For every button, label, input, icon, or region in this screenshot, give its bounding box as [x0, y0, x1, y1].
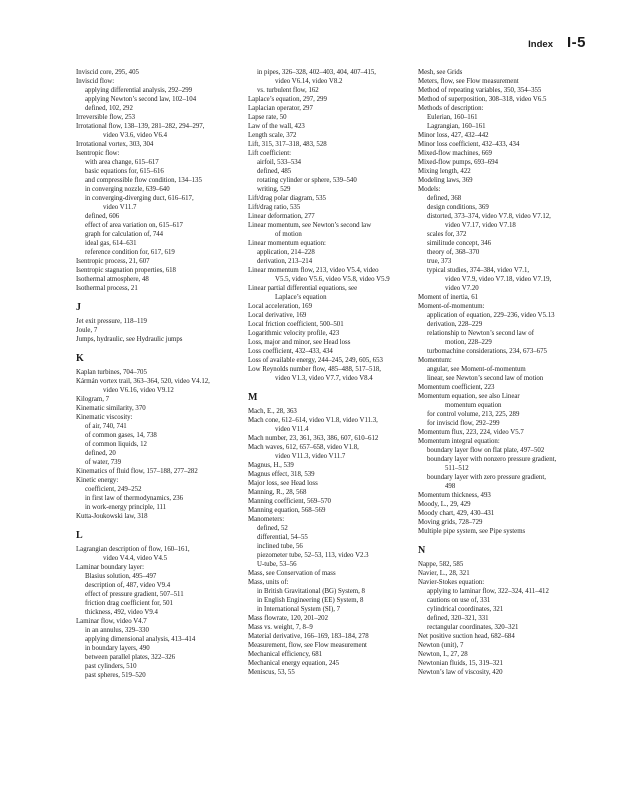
- index-subentry: writing, 529: [257, 186, 291, 193]
- index-entry: Mesh, see Grids: [418, 69, 463, 76]
- index-entry: Mixing length, 422: [418, 168, 471, 175]
- index-entry: Methods of description:: [418, 105, 484, 112]
- index-entry: Mach cone, 612–614, video V1.8, video V11.3,: [248, 417, 378, 424]
- index-entry: Inviscid flow:: [76, 78, 115, 85]
- index-subentry: vs. turbulent flow, 162: [257, 87, 319, 94]
- index-subentry: and compressible flow condition, 134–135: [85, 177, 202, 184]
- index-entry: Newton, I., 27, 28: [418, 651, 468, 658]
- index-subentry: distorted, 373–374, video V7.8, video V7.12,: [427, 213, 551, 220]
- index-entry: Isentropic flow:: [76, 150, 120, 157]
- index-entry: Multiple pipe system, see Pipe systems: [418, 528, 526, 535]
- index-entry: Local friction coefficient, 500–501: [248, 321, 344, 328]
- section-letter: N: [418, 545, 426, 556]
- index-entry: Linear partial differential equations, see: [248, 285, 358, 292]
- index-entry: Lapse rate, 50: [248, 114, 287, 121]
- index-subentry: in British Gravitational (BG) System, 8: [257, 588, 365, 595]
- index-entry: Manning, R., 28, 568: [248, 489, 307, 496]
- index-entry: Method of superposition, 308–318, video V6.5: [418, 96, 547, 103]
- index-entry: Lagrangian description of flow, 160–161,: [76, 546, 190, 553]
- index-subentry: defined, 368: [427, 195, 462, 202]
- index-subentry: thickness, 492, video V9.4: [85, 609, 158, 616]
- index-subentry: in English Engineering (EE) System, 8: [257, 597, 364, 604]
- index-entry: Kaplan turbines, 704–705: [76, 369, 147, 376]
- index-column-3: [418, 68, 590, 677]
- index-entry: Mach number, 23, 361, 363, 386, 607, 610–612: [248, 435, 379, 442]
- index-entry: Linear deformation, 277: [248, 213, 315, 220]
- section-letter: L: [76, 530, 83, 541]
- index-entry: Modeling laws, 369: [418, 177, 473, 184]
- index-subentry: basic equations for, 615–616: [85, 168, 164, 175]
- index-entry: Irrotational vortex, 303, 304: [76, 141, 154, 148]
- index-entry: Momentum flux, 223, 224, video V5.7: [418, 429, 524, 436]
- index-subentry: application of equation, 229–236, video V5.13: [427, 312, 555, 319]
- index-entry: Mass, units of:: [248, 579, 289, 586]
- index-subentry: piezometer tube, 52–53, 113, video V2.3: [257, 552, 369, 559]
- index-entry: Meniscus, 53, 55: [248, 669, 295, 676]
- index-entry: Moody chart, 429, 430–431: [418, 510, 495, 517]
- index-subentry: effect of pressure gradient, 507–511: [85, 591, 184, 598]
- index-entry: Lift coefficient:: [248, 150, 292, 157]
- index-subentry: boundary layer with zero pressure gradient,: [427, 474, 546, 481]
- index-subentry: defined, 485: [257, 168, 292, 175]
- index-entry: Mechanical energy equation, 245: [248, 660, 340, 667]
- index-continuation: of motion: [275, 231, 302, 238]
- index-subentry: of water, 739: [85, 459, 122, 466]
- header-label: Index: [528, 39, 553, 50]
- index-entry: Momentum equation, see also Linear: [418, 393, 520, 400]
- index-entry: Linear momentum, see Newton’s second law: [248, 222, 372, 229]
- index-subentry: graph for calculation of, 744: [85, 231, 164, 238]
- index-subentry: past spheres, 519–520: [85, 672, 146, 679]
- index-entry: Laplace’s equation, 297, 299: [248, 96, 327, 103]
- index-subentry: inclined tube, 56: [257, 543, 303, 550]
- index-subentry: derivation, 213–214: [257, 258, 313, 265]
- index-entry: Isothermal process, 21: [76, 285, 138, 292]
- index-entry: Method of repeating variables, 350, 354–355: [418, 87, 542, 94]
- index-subentry: boundary layer flow on flat plate, 497–502: [427, 447, 545, 454]
- index-subentry: true, 373: [427, 258, 452, 265]
- index-entry: Momentum:: [418, 357, 452, 364]
- index-subentry: Blasius solution, 495–497: [85, 573, 157, 580]
- section-letter: M: [248, 392, 258, 403]
- index-subentry: airfoil, 533–534: [257, 159, 302, 166]
- index-entry: Jumps, hydraulic, see Hydraulic jumps: [76, 336, 183, 343]
- index-entry: Magnus effect, 318, 539: [248, 471, 315, 478]
- index-subentry: boundary layer with nonzero pressure gradient,: [427, 456, 557, 463]
- index-entry: Mixed-flow pumps, 693–694: [418, 159, 499, 166]
- index-entry: Kinematics of fluid flow, 157–188, 277–282: [76, 468, 198, 475]
- index-subentry: rotating cylinder or sphere, 539–540: [257, 177, 357, 184]
- index-subentry: linear, see Newton’s second law of motion: [427, 375, 544, 382]
- index-continuation: 511–512: [445, 465, 469, 472]
- index-column-2: [248, 68, 416, 677]
- index-continuation: Laplace’s equation: [275, 294, 327, 301]
- index-entry: Kinetic energy:: [76, 477, 119, 484]
- index-entry: Length scale, 372: [248, 132, 297, 139]
- index-entry: Laminar boundary layer:: [76, 564, 145, 571]
- section-letter: J: [76, 302, 81, 313]
- index-entry: Newtonian fluids, 15, 319–321: [418, 660, 503, 667]
- index-entry: Manometers:: [248, 516, 285, 523]
- index-subentry: defined, 320–321, 331: [427, 615, 489, 622]
- index-entry: Lift, 315, 317–318, 483, 528: [248, 141, 327, 148]
- index-subentry: with area change, 615–617: [85, 159, 159, 166]
- index-subentry: Lagrangian, 160–161: [427, 123, 486, 130]
- index-entry: Mach waves, 612, 657–658, video V1.8,: [248, 444, 359, 451]
- index-subentry: applying to laminar flow, 322–324, 411–412: [427, 588, 549, 595]
- index-subentry: derivation, 228–229: [427, 321, 483, 328]
- index-entry: Kilogram, 7: [76, 396, 110, 403]
- index-entry: Moment of inertia, 61: [418, 294, 479, 301]
- index-entry: Isentropic stagnation properties, 618: [76, 267, 176, 274]
- index-subentry: defined, 102, 292: [85, 105, 133, 112]
- index-subentry: defined, 606: [85, 213, 120, 220]
- index-entry: Net positive suction head, 682–684: [418, 633, 515, 640]
- index-entry: Mass, see Conservation of mass: [248, 570, 336, 577]
- index-subentry: in first law of thermodynamics, 236: [85, 495, 184, 502]
- index-entry: Irrotational flow, 138–139, 281–282, 294–297,: [76, 123, 205, 130]
- index-entry: Minor loss, 427, 432–442: [418, 132, 489, 139]
- index-continuation: video V6.16, video V9.12: [103, 387, 174, 394]
- index-entry: Material derivative, 166–169, 183–184, 278: [248, 633, 369, 640]
- index-subentry: in boundary layers, 490: [85, 645, 150, 652]
- index-entry: Linear momentum equation:: [248, 240, 326, 247]
- index-subentry: relationship to Newton’s second law of: [427, 330, 535, 337]
- index-subentry: in an annulus, 329–330: [85, 627, 149, 634]
- index-entry: Models:: [418, 186, 441, 193]
- index-entry: Manning coefficient, 569–570: [248, 498, 331, 505]
- index-continuation: video V7.17, video V7.18: [445, 222, 516, 229]
- index-continuation: video V1.3, video V7.7, video V8.4: [275, 375, 373, 382]
- index-subentry: friction drag coefficient for, 501: [85, 600, 173, 607]
- index-entry: Laminar flow, video V4.7: [76, 618, 147, 625]
- index-entry: Moving grids, 728–729: [418, 519, 483, 526]
- index-subentry: typical studies, 374–384, video V7.1,: [427, 267, 530, 274]
- index-entry: Mixed-flow machines, 669: [418, 150, 492, 157]
- index-entry: Meters, flow, see Flow measurement: [418, 78, 519, 85]
- index-continuation: motion, 228–229: [445, 339, 492, 346]
- page-number: I-5: [566, 34, 586, 51]
- index-entry: Law of the wall, 423: [248, 123, 305, 130]
- index-subentry: for inviscid flow, 292–299: [427, 420, 500, 427]
- index-subentry: effect of area variation on, 615–617: [85, 222, 183, 229]
- index-subentry: of common liquids, 12: [85, 441, 147, 448]
- index-subentry: in converging nozzle, 639–640: [85, 186, 170, 193]
- index-subentry: of air, 740, 741: [85, 423, 127, 430]
- index-entry: Isothermal atmosphere, 48: [76, 276, 149, 283]
- index-entry: Major loss, see Head loss: [248, 480, 318, 487]
- index-entry: Jet exit pressure, 118–119: [76, 318, 147, 325]
- index-entry: Newton’s law of viscosity, 420: [418, 669, 503, 676]
- index-entry: Joule, 7: [76, 327, 98, 334]
- running-header: [528, 34, 586, 54]
- index-subentry: cautions on use of, 331: [427, 597, 491, 604]
- index-entry: Momentum integral equation:: [418, 438, 500, 445]
- index-continuation: video V11.7: [103, 204, 137, 211]
- index-entry: Newton (unit), 7: [418, 642, 464, 649]
- section-letter: K: [76, 353, 84, 364]
- index-entry: Nappe, 582, 585: [418, 561, 464, 568]
- index-entry: Mass vs. weight, 7, 8–9: [248, 624, 313, 631]
- index-entry: Minor loss coefficient, 432–433, 434: [418, 141, 520, 148]
- index-entry: Momentum coefficient, 223: [418, 384, 495, 391]
- index-entry: Moody, L., 29, 429: [418, 501, 471, 508]
- index-entry: Lift/drag polar diagram, 535: [248, 195, 326, 202]
- index-subentry: defined, 20: [85, 450, 116, 457]
- index-subentry: similitude concept, 346: [427, 240, 492, 247]
- index-entry: Navier-Stokes equation:: [418, 579, 485, 586]
- index-entry: Mass flowrate, 120, 201–202: [248, 615, 329, 622]
- index-entry: Local acceleration, 169: [248, 303, 313, 310]
- index-continuation: video V6.14, video V8.2: [275, 78, 343, 85]
- index-subentry: for control volume, 213, 225, 289: [427, 411, 520, 418]
- index-continuation: video V4.4, video V4.5: [103, 555, 167, 562]
- index-subentry: in work-energy principle, 111: [85, 504, 167, 511]
- index-subentry: angular, see Moment-of-momentum: [427, 366, 526, 373]
- index-subentry: scales for, 372: [427, 231, 467, 238]
- index-entry: Irreversible flow, 253: [76, 114, 136, 121]
- index-subentry: rectangular coordinates, 320–321: [427, 624, 519, 631]
- index-entry: Loss of available energy, 244–245, 249, 605, 653: [248, 357, 383, 364]
- index-subentry: between parallel plates, 322–326: [85, 654, 176, 661]
- index-entry: Moment-of-momentum:: [418, 303, 485, 310]
- index-subentry: theory of, 368–370: [427, 249, 480, 256]
- index-subentry: applying dimensional analysis, 413–414: [85, 636, 196, 643]
- index-subentry: turbomachine considerations, 234, 673–675: [427, 348, 547, 355]
- index-subentry: reference condition for, 617, 619: [85, 249, 175, 256]
- index-continuation: V5.5, video V5.6, video V5.8, video V5.9: [275, 276, 390, 283]
- index-entry: Laplacian operator, 297: [248, 105, 313, 112]
- index-entry: Loss coefficient, 432–433, 434: [248, 348, 333, 355]
- index-subentry: in converging-diverging duct, 616–617,: [85, 195, 194, 202]
- index-subentry: of common gases, 14, 738: [85, 432, 157, 439]
- index-continuation: video V11.4: [275, 426, 309, 433]
- index-continuation: video V7.9, video V7.18, video V7.19,: [445, 276, 552, 283]
- index-entry: Isentropic process, 21, 607: [76, 258, 150, 265]
- index-entry: Magnus, H., 539: [248, 462, 294, 469]
- index-entry: Measurement, flow, see Flow measurement: [248, 642, 367, 649]
- index-subentry: ideal gas, 614–631: [85, 240, 137, 247]
- index-subentry: coefficient, 249–252: [85, 486, 142, 493]
- index-entry: Kutta-Joukowski law, 318: [76, 513, 148, 520]
- index-continuation: 498: [445, 483, 456, 490]
- index-subentry: cylindrical coordinates, 321: [427, 606, 504, 613]
- index-subentry: in pipes, 326–328, 402–403, 404, 407–415,: [257, 69, 377, 76]
- index-entry: Lift/drag ratio, 535: [248, 204, 301, 211]
- index-subentry: past cylinders, 510: [85, 663, 137, 670]
- index-subentry: design conditions, 369: [427, 204, 489, 211]
- index-entry: Manning equation, 568–569: [248, 507, 326, 514]
- index-entry: Loss, major and minor, see Head loss: [248, 339, 351, 346]
- index-subentry: differential, 54–55: [257, 534, 308, 541]
- index-entry: Low Reynolds number flow, 485–488, 517–518,: [248, 366, 381, 373]
- index-subentry: description of, 487, video V9.4: [85, 582, 171, 589]
- index-entry: Kinematic viscosity:: [76, 414, 133, 421]
- index-subentry: applying Newton’s second law, 102–104: [85, 96, 197, 103]
- index-column-1: [76, 68, 248, 680]
- index-entry: Mechanical efficiency, 681: [248, 651, 323, 658]
- index-subentry: Eulerian, 160–161: [427, 114, 478, 121]
- index-continuation: video V3.6, video V6.4: [103, 132, 167, 139]
- index-subentry: U-tube, 53–56: [257, 561, 297, 568]
- index-entry: Linear momentum flow, 213, video V5.4, video: [248, 267, 379, 274]
- index-entry: Mach, E., 28, 363: [248, 408, 297, 415]
- index-entry: Navier, L., 28, 321: [418, 570, 470, 577]
- index-entry: Kármán vortex trail, 363–364, 520, video V4.12,: [76, 378, 210, 385]
- index-continuation: video V7.20: [445, 285, 479, 292]
- index-entry: Inviscid core, 295, 405: [76, 69, 139, 76]
- index-subentry: application, 214–228: [257, 249, 315, 256]
- index-entry: Kinematic similarity, 370: [76, 405, 146, 412]
- index-entry: Logarithmic velocity profile, 423: [248, 330, 340, 337]
- index-entry: Momentum thickness, 493: [418, 492, 491, 499]
- index-entry: Local derivative, 169: [248, 312, 307, 319]
- index-continuation: video V11.3, video V11.7: [275, 453, 346, 460]
- index-subentry: defined, 52: [257, 525, 288, 532]
- index-continuation: momentum equation: [445, 402, 502, 409]
- index-subentry: applying differential analysis, 292–299: [85, 87, 193, 94]
- index-subentry: in International System (SI), 7: [257, 606, 341, 613]
